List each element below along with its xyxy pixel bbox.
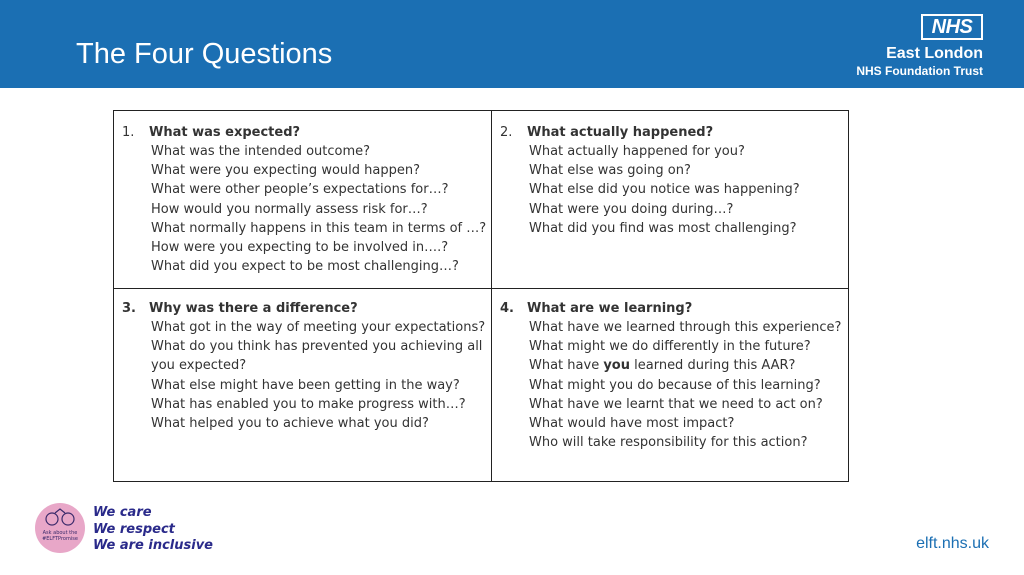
- quadrant-number: 2.: [500, 125, 513, 140]
- question-line: What might you do because of this learning?: [529, 377, 821, 393]
- question-line: What did you expect to be most challenging…?: [151, 259, 459, 275]
- question-line: What would have most impact?: [529, 415, 735, 431]
- question-line: What have we learned through this experience?: [529, 320, 842, 335]
- logo-caption: Ask about the #ELFTPromise: [42, 530, 78, 542]
- question-line: What helped you to achieve what you did?: [151, 415, 429, 431]
- quadrant-happened: [500, 123, 800, 238]
- quadrant-number: 1.: [122, 125, 135, 140]
- question-line: What else did you notice was happening?: [529, 182, 800, 198]
- question-line: What actually happened for you?: [529, 144, 745, 159]
- quadrant-title: What are we learning?: [527, 301, 693, 316]
- nhs-logo-text: NHS: [923, 16, 981, 38]
- question-line: What else was going on?: [529, 163, 691, 179]
- question-line: What were you doing during…?: [529, 201, 734, 217]
- value-item: We care: [93, 505, 152, 520]
- question-line: What might we do differently in the future?: [529, 339, 811, 355]
- page-title: The Four Questions: [76, 38, 333, 70]
- table-divider-vertical: [491, 111, 492, 481]
- quadrant-title: What was expected?: [149, 125, 301, 140]
- quadrant-title: Why was there a difference?: [149, 301, 358, 316]
- question-line: What else might have been getting in the way?: [151, 377, 460, 393]
- org-name-line2: NHS Foundation Trust: [856, 64, 983, 78]
- question-line: What do you think has prevented you achieving all: [151, 339, 483, 355]
- question-line: What were other people’s expectations for…?: [151, 182, 449, 198]
- elft-promise-logo: [35, 503, 85, 553]
- quadrant-number: 4.: [500, 301, 514, 316]
- quadrant-title: What actually happened?: [527, 125, 714, 140]
- question-line-emphasis: you: [603, 358, 630, 374]
- quadrant-learning: [500, 299, 841, 452]
- website-link[interactable]: elft.nhs.uk: [916, 535, 989, 552]
- header-bar: [0, 0, 1024, 88]
- question-line: What was the intended outcome?: [151, 144, 371, 159]
- question-line: What were you expecting would happen?: [151, 163, 420, 179]
- question-line-post: learned during this AAR?: [630, 358, 796, 374]
- question-line: you expected?: [151, 358, 247, 374]
- question-line: How would you normally assess risk for…?: [151, 201, 428, 217]
- value-item: We respect: [93, 521, 175, 537]
- hands-icon: [35, 503, 85, 531]
- question-line: [500, 356, 841, 375]
- question-line: What have we learnt that we need to act on?: [529, 396, 823, 412]
- question-line: How were you expecting to be involved in….?: [151, 239, 449, 255]
- table-divider-horizontal: [114, 288, 848, 289]
- question-line-pre: What have: [529, 358, 604, 374]
- nhs-logo: [921, 14, 983, 40]
- question-line: What has enabled you to make progress with…?: [151, 396, 466, 412]
- quadrant-expected: [122, 123, 486, 276]
- question-line: Who will take responsibility for this action?: [529, 435, 808, 451]
- quadrant-number: 3.: [122, 301, 136, 316]
- value-item: We are inclusive: [93, 538, 213, 553]
- question-line: What normally happens in this team in terms of …?: [151, 220, 487, 236]
- question-line: What got in the way of meeting your expectations?: [151, 320, 486, 335]
- values-list: [93, 505, 213, 555]
- question-line: What did you find was most challenging?: [529, 220, 797, 236]
- org-name-line1: East London: [886, 45, 983, 62]
- four-questions-table: [113, 110, 849, 482]
- quadrant-difference: [122, 299, 485, 433]
